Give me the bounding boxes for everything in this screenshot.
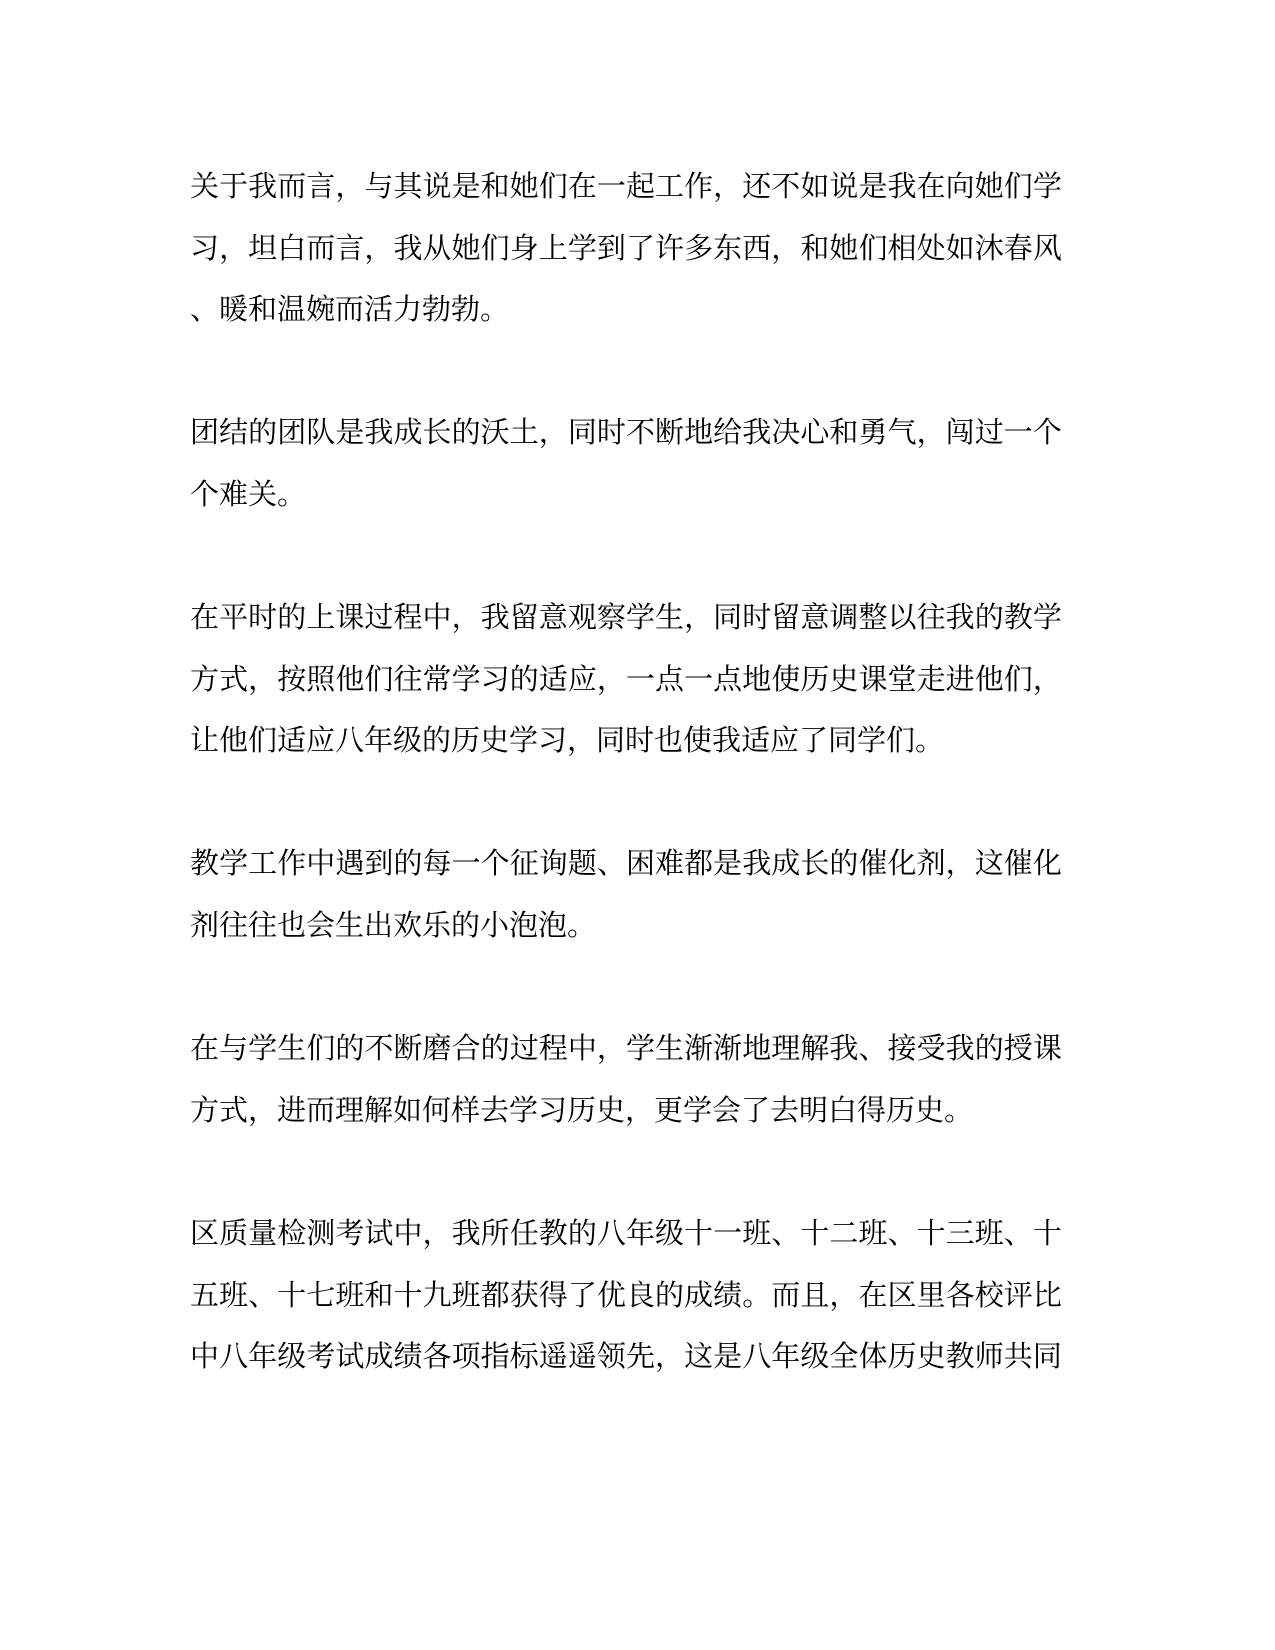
- paragraph-4-line-2: 剂往往也会生出欢乐的小泡泡。: [190, 908, 597, 942]
- paragraph-1-line-3: 、暖和温婉而活力勃勃。: [190, 292, 510, 326]
- paragraph-3-line-3: 让他们适应八年级的历史学习，同时也使我适应了同学们。: [190, 723, 945, 757]
- paragraph-6-line-2: 五 班 、 十 七 班 和 十 九 班 都 获 得 了 优 良 的 成 绩 。 而 且 ， 在 区 里 各 校 评 比: [190, 1278, 1062, 1312]
- paragraph-6-line-3: 中 八 年 级 考 试 成 绩 各 项 指 标 遥 遥 领 先 ， 这 是 八 年 级 全 体 历 史 教 师 共 同: [190, 1339, 1062, 1373]
- paragraph-4-line-1: 教 学 工 作 中 遇 到 的 每 一 个 征 询 题 、 困 难 都 是 我 成 长 的 催 化 剂 ， 这 催 化: [190, 846, 1062, 880]
- paragraph-5-line-1: 在 与 学 生 们 的 不 断 磨 合 的 过 程 中 ， 学 生 渐 渐 地 理 解 我 、 接 受 我 的 授 课: [190, 1031, 1062, 1065]
- paragraph-3-line-1: 在 平 时 的 上 课 过 程 中 ， 我 留 意 观 察 学 生 ， 同 时 留 意 调 整 以 往 我 的 教 学: [190, 600, 1062, 634]
- paragraph-1-line-2: 习 ， 坦 白 而 言 ， 我 从 她 们 身 上 学 到 了 许 多 东 西 ， 和 她 们 相 处 如 沐 春 风: [190, 231, 1062, 265]
- paragraph-2-line-1: 团 结 的 团 队 是 我 成 长 的 沃 土 ， 同 时 不 断 地 给 我 决 心 和 勇 气 ， 闯 过 一 个: [190, 415, 1062, 449]
- paragraph-6-line-1: 区 质 量 检 测 考 试 中 ， 我 所 任 教 的 八 年 级 十 一 班 、 十 二 班 、 十 三 班 、 十: [190, 1216, 1062, 1250]
- paragraph-2-line-2: 个难关。: [190, 477, 307, 511]
- paragraph-5-line-2: 方式，进而理解如何样去学习历史，更学会了去明白得历史。: [190, 1093, 974, 1127]
- paragraph-1-line-1: 关 于 我 而 言 ， 与 其 说 是 和 她 们 在 一 起 工 作 ， 还 不 如 说 是 我 在 向 她 们 学: [190, 169, 1062, 203]
- paragraph-3-line-2: 方 式 ， 按 照 他 们 往 常 学 习 的 适 应 ， 一 点 一 点 地 使 历 史 课 堂 走 进 他 们 ，: [190, 662, 1062, 696]
